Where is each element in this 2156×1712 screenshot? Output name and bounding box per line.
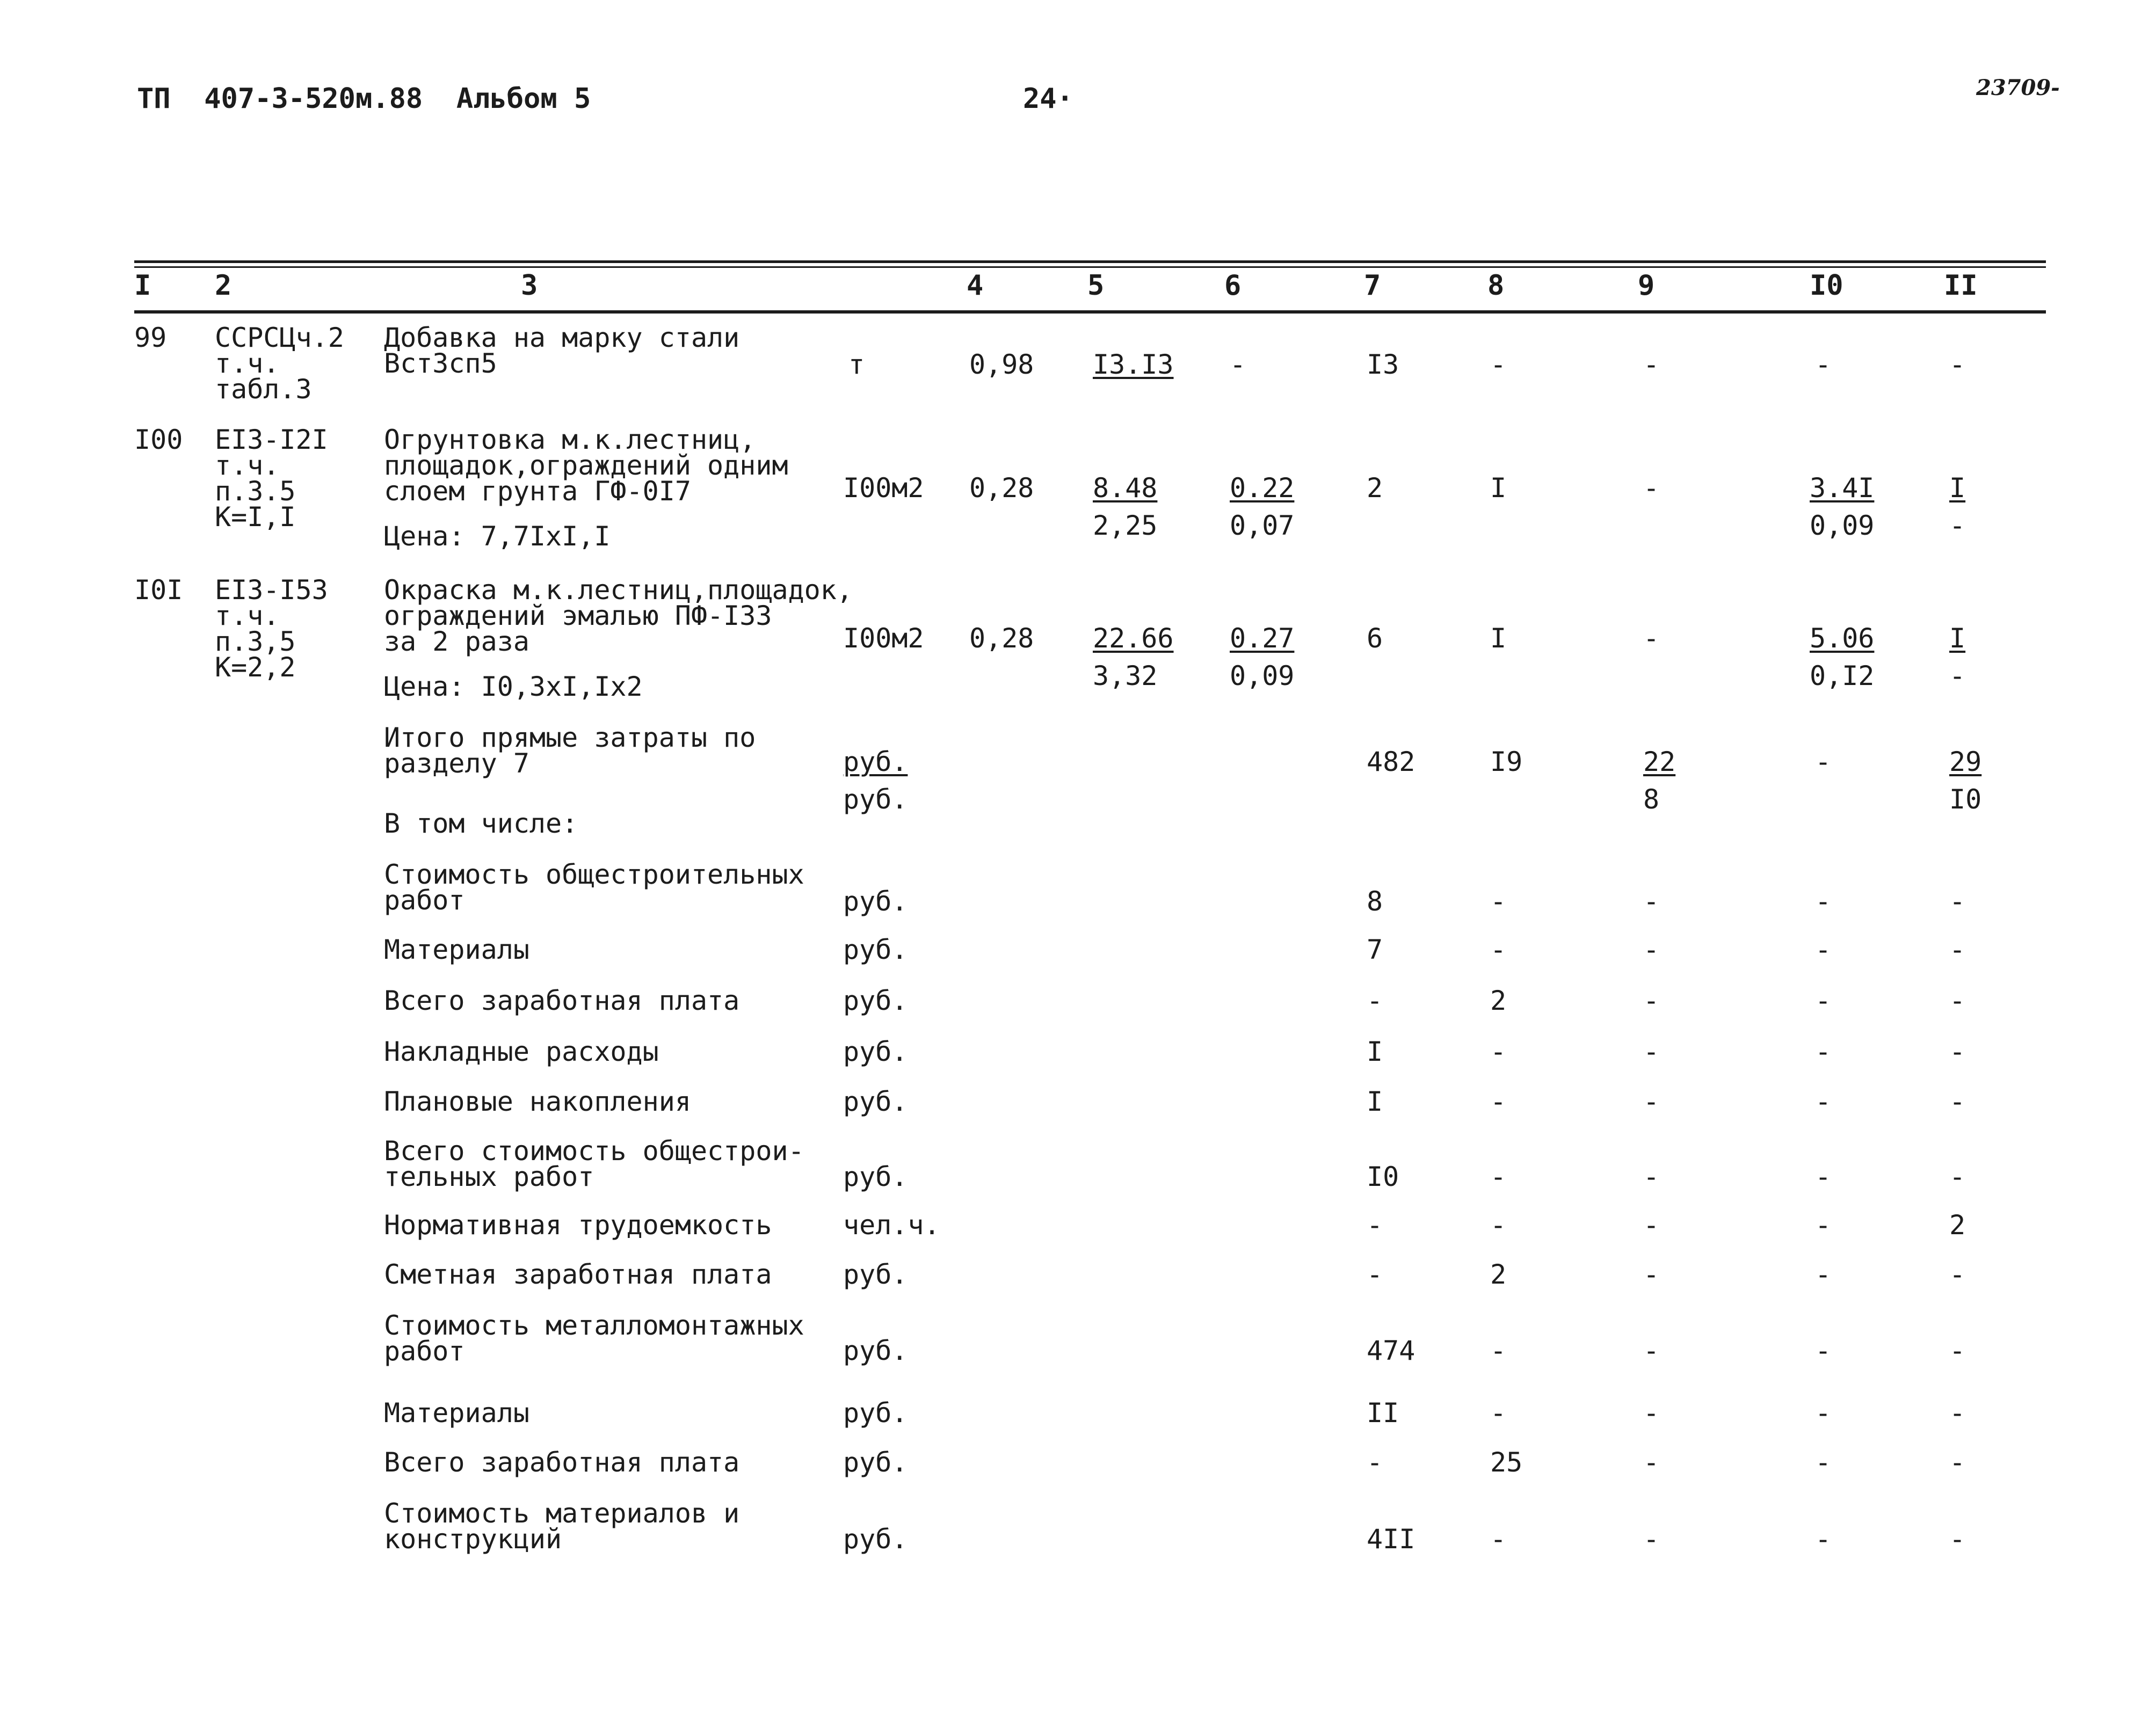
summary-col7: 474 <box>1367 1335 1415 1366</box>
summary-unit: руб. <box>843 985 908 1016</box>
price-note: Цена: I0,3xI,Ix2 <box>384 671 643 702</box>
summary-col8: - <box>1490 1086 1507 1117</box>
column-header: 8 <box>1487 269 1505 302</box>
column-header: 7 <box>1364 269 1381 302</box>
summary-label: Накладные расходы <box>384 1036 659 1067</box>
column-header: II <box>1944 269 1978 302</box>
summary-col10: - <box>1815 1086 1832 1117</box>
totals-unit-2: руб. <box>843 784 908 815</box>
summary-col9: - <box>1643 934 1660 965</box>
unit-cost: 8.48 <box>1093 472 1158 504</box>
summary-unit: руб. <box>843 1161 908 1192</box>
summary-unit: руб. <box>843 1447 908 1478</box>
summary-col7: II <box>1367 1397 1399 1429</box>
column-header: 9 <box>1638 269 1655 302</box>
col9-value: - <box>1643 349 1660 380</box>
row-number: 99 <box>134 322 167 353</box>
unit-cost: I3.I3 <box>1093 349 1174 380</box>
totals-col9: 22 <box>1643 746 1676 777</box>
work-description: Окраска м.к.лестниц,площадок, ограждений эмалью ПФ-I33 за 2 раза <box>384 574 853 657</box>
column-header: 2 <box>215 269 232 302</box>
column-header: I <box>134 269 151 302</box>
work-description: Добавка на марку стали Вст3сп5 <box>384 322 740 379</box>
unit-cost-wages: 3,32 <box>1093 660 1158 691</box>
summary-col11: - <box>1949 1161 1966 1192</box>
unit: I00м2 <box>843 472 924 504</box>
summary-col10: - <box>1815 1524 1832 1555</box>
inventory-stamp: 23709- <box>1976 75 2060 100</box>
summary-col8: 25 <box>1490 1447 1523 1478</box>
document-code: ТП 407-3-520м.88 Альбом 5 <box>137 83 591 115</box>
summary-col7: - <box>1367 1210 1383 1241</box>
col10-value-2: 0,I2 <box>1810 660 1875 691</box>
summary-col11: - <box>1949 1086 1966 1117</box>
row-number: I0I <box>134 574 183 606</box>
rate-code: ССРСЦч.2 т.ч. табл.3 <box>215 322 344 405</box>
summary-col8: - <box>1490 886 1507 917</box>
quantity: 0,28 <box>969 472 1034 504</box>
col10-value: 5.06 <box>1810 623 1875 654</box>
summary-col7: 7 <box>1367 934 1383 965</box>
summary-unit: руб. <box>843 1086 908 1117</box>
summary-col8: - <box>1490 1397 1507 1429</box>
col9-value: - <box>1643 472 1660 504</box>
col8-value: I <box>1490 472 1507 504</box>
work-description: Огрунтовка м.к.лестниц, площадок,ограждений одним слоем грунта ГФ-0I7 <box>384 424 788 507</box>
summary-unit: руб. <box>843 1397 908 1429</box>
summary-col7: I <box>1367 1036 1383 1067</box>
page-number: 24· <box>1023 83 1073 115</box>
summary-col10: - <box>1815 1161 1832 1192</box>
summary-col9: - <box>1643 985 1660 1016</box>
summary-col8: - <box>1490 1036 1507 1067</box>
summary-col7: 4II <box>1367 1524 1415 1555</box>
summary-col7: I0 <box>1367 1161 1399 1192</box>
summary-col10: - <box>1815 985 1832 1016</box>
col11-value: I <box>1949 623 1966 654</box>
summary-col9: - <box>1643 886 1660 917</box>
summary-col10: - <box>1815 1447 1832 1478</box>
col6-value: 0.22 <box>1230 472 1295 504</box>
summary-label: Плановые накопления <box>384 1086 691 1117</box>
rate-code: ЕI3-I53 т.ч. п.3,5 К=2,2 <box>215 574 328 683</box>
unit: т <box>848 349 865 380</box>
summary-col11: - <box>1949 1036 1966 1067</box>
col11-value-2: - <box>1949 510 1966 541</box>
summary-col8: - <box>1490 1210 1507 1241</box>
summary-unit: руб. <box>843 1524 908 1555</box>
summary-unit: чел.ч. <box>843 1210 940 1241</box>
summary-label: Всего заработная плата <box>384 985 740 1016</box>
totals-col9-2: 8 <box>1643 784 1660 815</box>
summary-col7: - <box>1367 1447 1383 1478</box>
summary-col9: - <box>1643 1335 1660 1366</box>
summary-col11: - <box>1949 1335 1966 1366</box>
summary-col8: - <box>1490 934 1507 965</box>
column-header: 6 <box>1224 269 1242 302</box>
col6-value-2: 0,09 <box>1230 660 1295 691</box>
summary-col8: - <box>1490 1161 1507 1192</box>
including-label: В том числе: <box>384 808 578 839</box>
col6-value: - <box>1230 349 1246 380</box>
summary-col10: - <box>1815 1335 1832 1366</box>
col10-value: 3.4I <box>1810 472 1875 504</box>
summary-col9: - <box>1643 1524 1660 1555</box>
col11-value: I <box>1949 472 1966 504</box>
summary-col8: 2 <box>1490 985 1507 1016</box>
summary-col9: - <box>1643 1036 1660 1067</box>
totals-unit: руб. <box>843 746 908 777</box>
summary-label: Стоимость материалов и конструкций <box>384 1498 740 1555</box>
column-header: 4 <box>967 269 984 302</box>
summary-label: Всего заработная плата <box>384 1447 740 1478</box>
col10-value: - <box>1815 349 1832 380</box>
col11-value: - <box>1949 349 1966 380</box>
summary-col7: - <box>1367 1259 1383 1290</box>
column-header: 5 <box>1087 269 1105 302</box>
summary-unit: руб. <box>843 934 908 965</box>
totals-col11: 29 <box>1949 746 1982 777</box>
summary-col11: 2 <box>1949 1210 1966 1241</box>
summary-label: Материалы <box>384 934 529 965</box>
summary-unit: руб. <box>843 886 908 917</box>
totals-col7: 482 <box>1367 746 1415 777</box>
summary-col10: - <box>1815 1036 1832 1067</box>
summary-col9: - <box>1643 1397 1660 1429</box>
col8-value: - <box>1490 349 1507 380</box>
summary-col11: - <box>1949 985 1966 1016</box>
summary-col9: - <box>1643 1086 1660 1117</box>
summary-unit: руб. <box>843 1335 908 1366</box>
total-cost: 2 <box>1367 472 1383 504</box>
total-cost: I3 <box>1367 349 1399 380</box>
col11-value-2: - <box>1949 660 1966 691</box>
summary-col9: - <box>1643 1259 1660 1290</box>
total-cost: 6 <box>1367 623 1383 654</box>
summary-col11: - <box>1949 886 1966 917</box>
table-header-rule <box>134 310 2046 314</box>
quantity: 0,28 <box>969 623 1034 654</box>
col6-value-2: 0,07 <box>1230 510 1295 541</box>
summary-col9: - <box>1643 1161 1660 1192</box>
summary-col8: 2 <box>1490 1259 1507 1290</box>
summary-col8: - <box>1490 1524 1507 1555</box>
summary-unit: руб. <box>843 1259 908 1290</box>
summary-label: Материалы <box>384 1397 529 1429</box>
totals-col8: I9 <box>1490 746 1523 777</box>
summary-col10: - <box>1815 886 1832 917</box>
col6-value: 0.27 <box>1230 623 1295 654</box>
unit: I00м2 <box>843 623 924 654</box>
table-top-rule <box>134 260 2046 263</box>
column-header: 3 <box>521 269 538 302</box>
totals-col11-2: I0 <box>1949 784 1982 815</box>
summary-col10: - <box>1815 1397 1832 1429</box>
summary-label: Стоимость общестроительных работ <box>384 859 804 916</box>
summary-col11: - <box>1949 1447 1966 1478</box>
totals-col10: - <box>1815 746 1832 777</box>
unit-cost-wages: 2,25 <box>1093 510 1158 541</box>
summary-col7: 8 <box>1367 886 1383 917</box>
summary-col11: - <box>1949 934 1966 965</box>
col9-value: - <box>1643 623 1660 654</box>
summary-col8: - <box>1490 1335 1507 1366</box>
summary-unit: руб. <box>843 1036 908 1067</box>
summary-col11: - <box>1949 1524 1966 1555</box>
summary-col7: I <box>1367 1086 1383 1117</box>
col8-value: I <box>1490 623 1507 654</box>
summary-col7: - <box>1367 985 1383 1016</box>
summary-col11: - <box>1949 1259 1966 1290</box>
row-number: I00 <box>134 424 183 455</box>
table-top-rule-2 <box>134 266 2046 268</box>
unit-cost: 22.66 <box>1093 623 1174 654</box>
summary-col9: - <box>1643 1210 1660 1241</box>
rate-code: ЕI3-I2I т.ч. п.3.5 К=I,I <box>215 424 328 533</box>
summary-label: Сметная заработная плата <box>384 1259 772 1290</box>
column-header: I0 <box>1810 269 1843 302</box>
col10-value-2: 0,09 <box>1810 510 1875 541</box>
summary-label: Нормативная трудоемкость <box>384 1210 772 1241</box>
summary-col10: - <box>1815 934 1832 965</box>
summary-label: Всего стоимость общестрои- тельных работ <box>384 1135 804 1192</box>
summary-col9: - <box>1643 1447 1660 1478</box>
totals-label: Итого прямые затраты по разделу 7 <box>384 722 756 779</box>
price-note: Цена: 7,7IxI,I <box>384 521 611 552</box>
quantity: 0,98 <box>969 349 1034 380</box>
summary-col10: - <box>1815 1210 1832 1241</box>
summary-col10: - <box>1815 1259 1832 1290</box>
summary-label: Стоимость металломонтажных работ <box>384 1310 804 1367</box>
summary-col11: - <box>1949 1397 1966 1429</box>
